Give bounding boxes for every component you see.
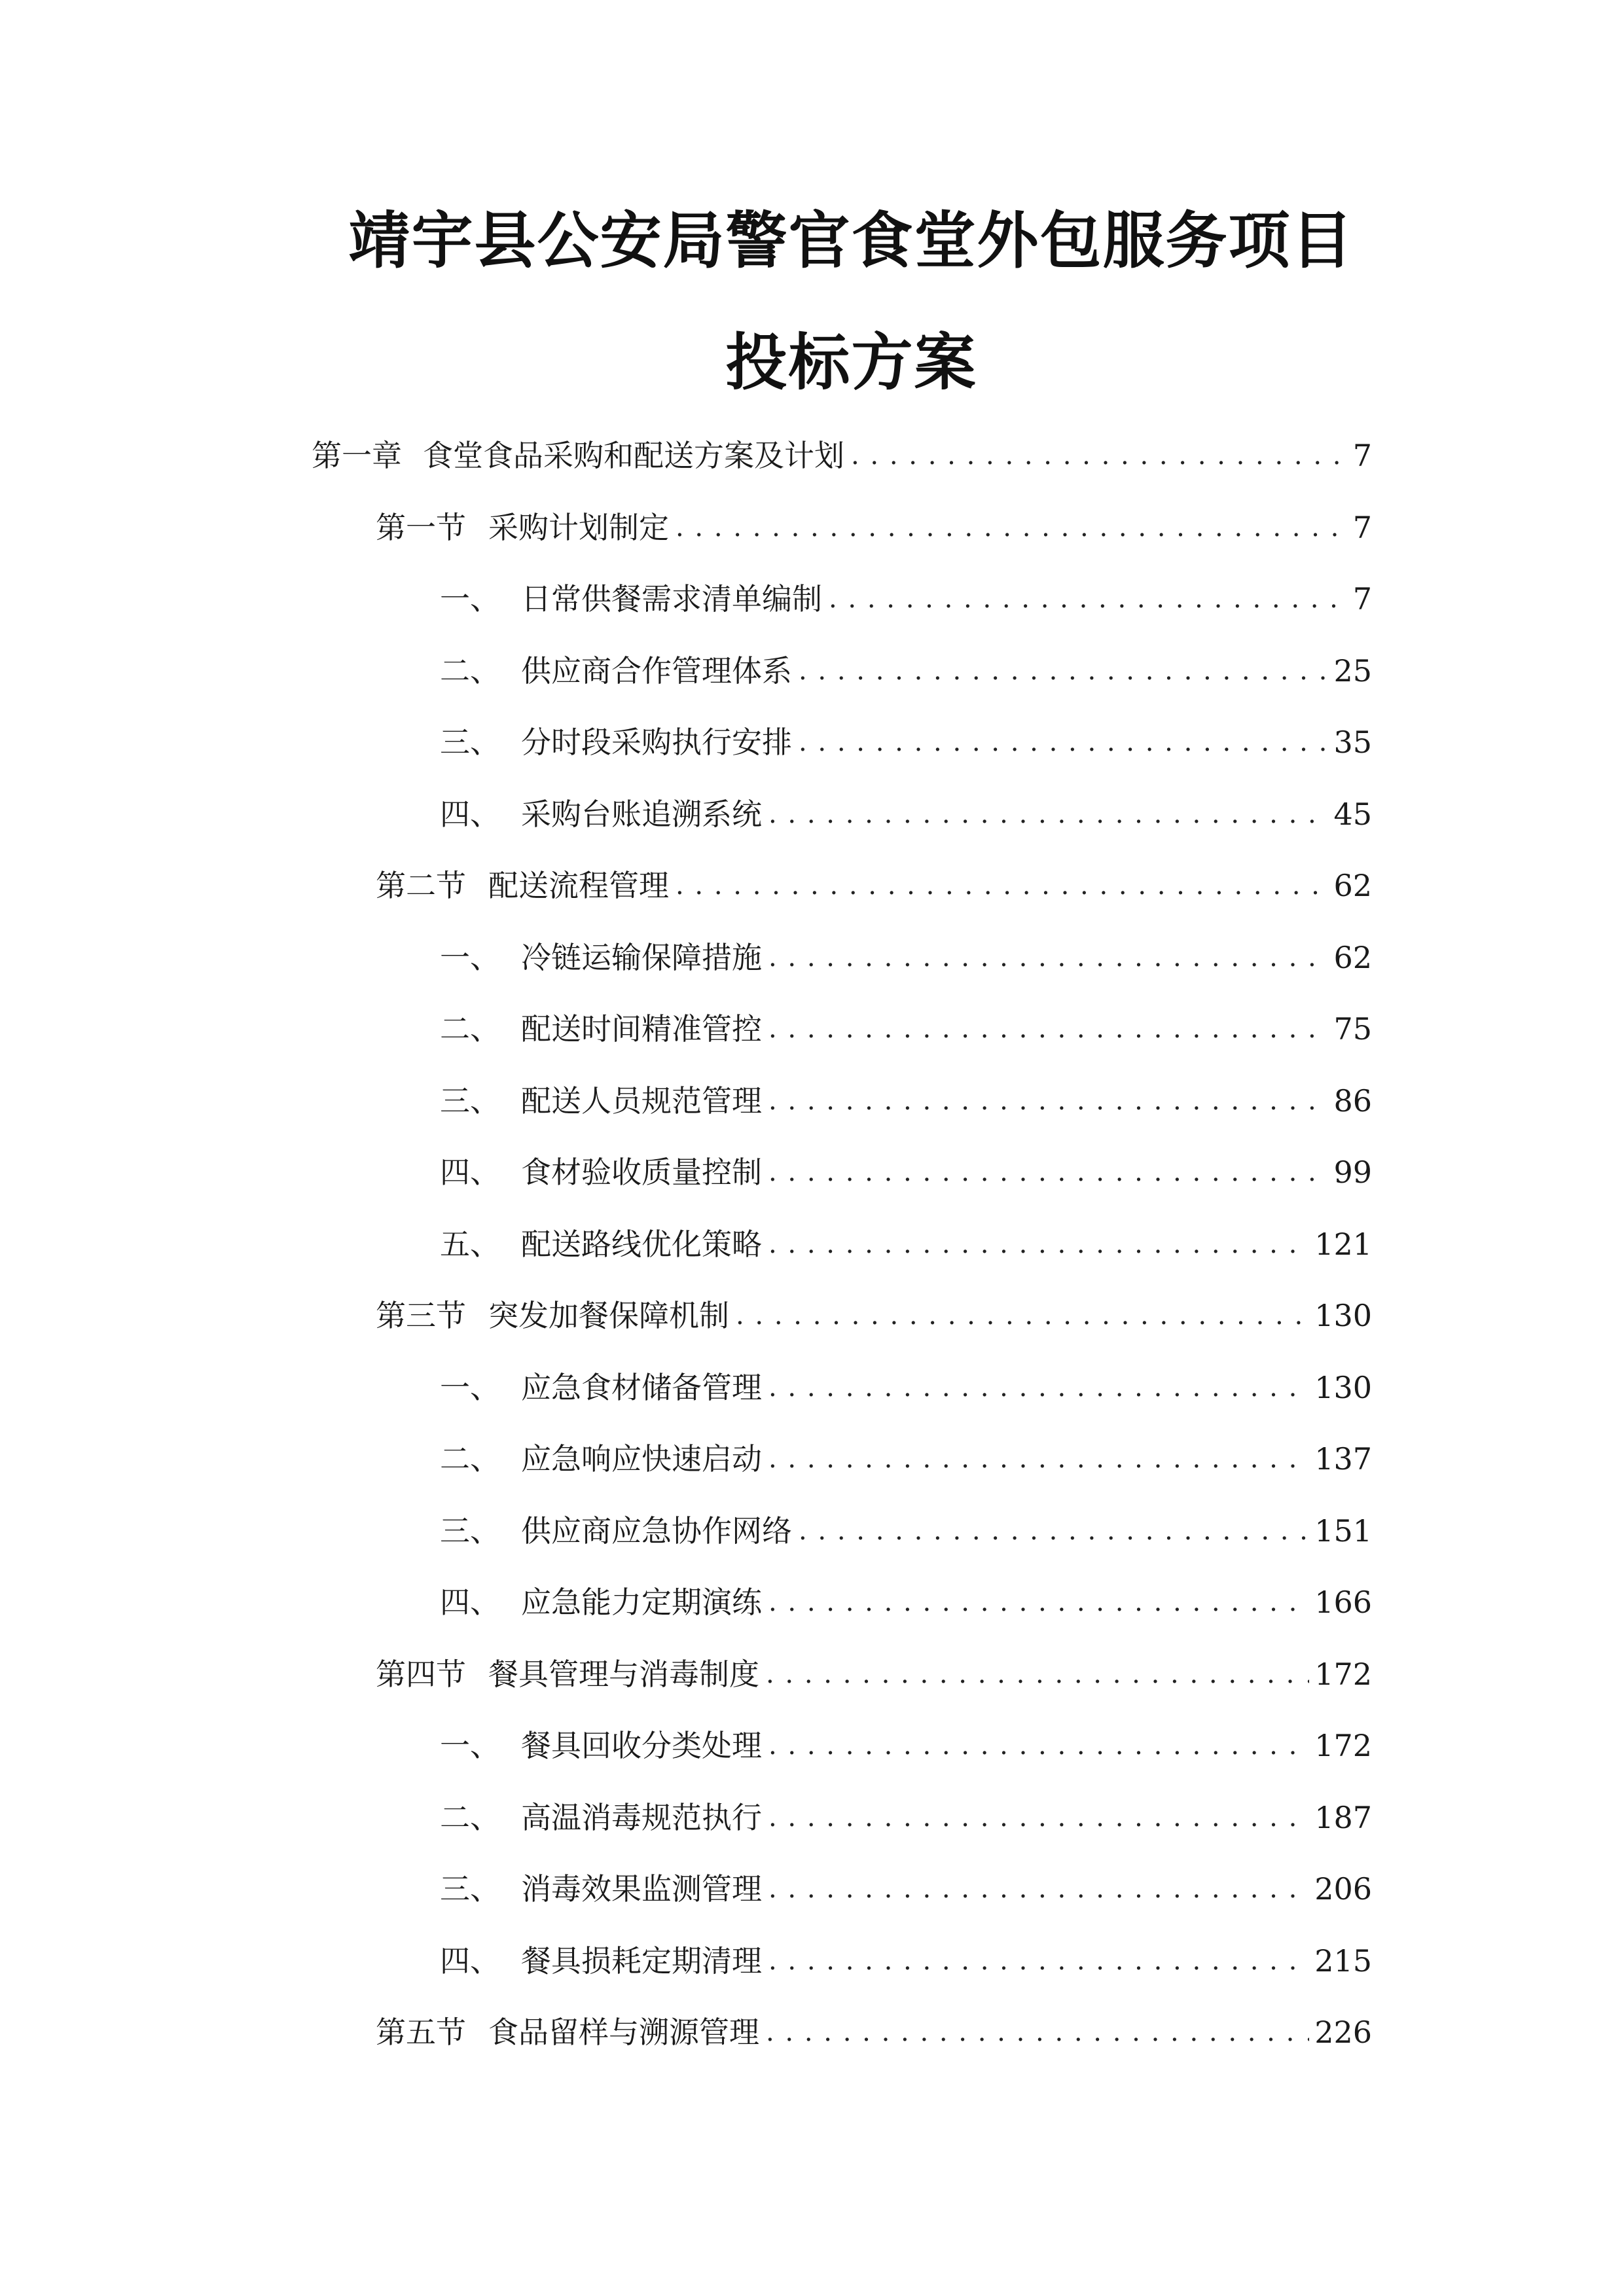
toc-entry-page-number: 151 (1314, 1513, 1372, 1549)
toc-entry-item[interactable] (440, 1080, 1372, 1122)
toc-entry-item[interactable] (440, 578, 1372, 620)
toc-entry-page-number: 121 (1314, 1226, 1372, 1262)
toc-dot-leader (736, 1295, 1309, 1336)
toc-entry-item[interactable] (440, 1008, 1372, 1050)
toc-entry-title: 消毒效果监测管理 (521, 1871, 762, 1907)
toc-entry-number: 第五节 (376, 2015, 466, 2050)
toc-entry-title: 食堂食品采购和配送方案及计划 (423, 438, 844, 473)
toc-entry-title: 突发加餐保障机制 (488, 1298, 729, 1333)
toc-entry-number: 四、 (440, 1943, 500, 1979)
toc-entry-section[interactable] (376, 1295, 1372, 1336)
toc-dot-leader (768, 1868, 1309, 1910)
toc-dot-leader (768, 1940, 1309, 1982)
toc-entry-item[interactable] (440, 721, 1372, 763)
toc-entry-page-number: 166 (1314, 1585, 1372, 1620)
toc-dot-leader (768, 1367, 1309, 1408)
toc-entry-item[interactable] (440, 1725, 1372, 1767)
toc-entry-item[interactable] (440, 1581, 1372, 1623)
toc-entry-title: 食材验收质量控制 (521, 1155, 762, 1190)
toc-entry-item[interactable] (440, 937, 1372, 978)
toc-entry-title: 高温消毒规范执行 (521, 1799, 762, 1835)
toc-entry-title: 供应商合作管理体系 (521, 653, 792, 689)
toc-dot-leader (768, 937, 1328, 978)
toc-entry-number: 四、 (440, 1155, 500, 1190)
toc-entry-item[interactable] (440, 650, 1372, 692)
toc-entry-page-number: 130 (1314, 1298, 1372, 1333)
toc-entry-title: 分时段采购执行安排 (521, 725, 792, 760)
toc-entry-item[interactable] (440, 1223, 1372, 1265)
toc-entry-item[interactable] (440, 1438, 1372, 1480)
toc-dot-leader (768, 1797, 1309, 1839)
toc-entry-page-number: 62 (1333, 939, 1372, 975)
toc-entry-page-number: 35 (1333, 725, 1372, 760)
toc-entry-number: 第四节 (376, 1656, 466, 1692)
toc-entry-section[interactable] (376, 1653, 1372, 1695)
toc-entry-page-number: 7 (1352, 581, 1372, 617)
toc-dot-leader (676, 865, 1328, 906)
toc-entry-section[interactable] (376, 2011, 1372, 2053)
toc-entry-item[interactable] (440, 1510, 1372, 1552)
toc-entry-title: 冷链运输保障措施 (521, 939, 762, 975)
toc-entry-title: 配送时间精准管控 (521, 1011, 762, 1047)
toc-entry-number: 第二节 (376, 868, 466, 903)
toc-entry-title: 餐具回收分类处理 (521, 1728, 762, 1763)
toc-dot-leader (766, 1653, 1309, 1695)
toc-entry-title: 供应商应急协作网络 (521, 1513, 792, 1549)
toc-dot-leader (768, 1581, 1309, 1623)
toc-entry-item[interactable] (440, 1151, 1372, 1193)
toc-entry-item[interactable] (440, 793, 1372, 835)
toc-entry-title: 配送流程管理 (488, 868, 669, 903)
toc-entry-number: 四、 (440, 1585, 500, 1620)
toc-dot-leader (768, 1438, 1309, 1480)
toc-dot-leader (768, 1008, 1328, 1050)
toc-entry-number: 三、 (440, 1513, 500, 1549)
toc-entry-number: 第三节 (376, 1298, 466, 1333)
toc-dot-leader (768, 1080, 1328, 1122)
toc-entry-chapter[interactable] (312, 435, 1372, 476)
toc-entry-title: 食品留样与溯源管理 (488, 2015, 759, 2050)
toc-entry-title: 应急响应快速启动 (521, 1441, 762, 1477)
toc-dot-leader (799, 1510, 1309, 1552)
toc-entry-number: 第一节 (376, 509, 466, 545)
toc-entry-item[interactable] (440, 1868, 1372, 1910)
toc-entry-number: 二、 (440, 1011, 500, 1047)
toc-dot-leader (676, 507, 1341, 548)
toc-entry-number: 三、 (440, 1871, 500, 1907)
toc-entry-number: 四、 (440, 796, 500, 832)
toc-entry-title: 应急能力定期演练 (521, 1585, 762, 1620)
toc-entry-page-number: 86 (1333, 1083, 1372, 1119)
toc-entry-page-number: 75 (1333, 1011, 1372, 1047)
toc-entry-title: 采购台账追溯系统 (521, 796, 762, 832)
toc-entry-page-number: 206 (1314, 1871, 1372, 1907)
toc-entry-page-number: 172 (1314, 1728, 1372, 1763)
toc-dot-leader (829, 578, 1341, 620)
toc-entry-title: 应急食材储备管理 (521, 1369, 762, 1405)
toc-entry-page-number: 130 (1314, 1369, 1372, 1405)
toc-entry-page-number: 25 (1333, 653, 1372, 689)
document-subtitle: 投标方案 (725, 327, 977, 399)
toc-entry-page-number: 172 (1314, 1656, 1372, 1692)
toc-dot-leader (768, 793, 1328, 835)
toc-entry-page-number: 62 (1333, 868, 1372, 903)
toc-entry-item[interactable] (440, 1797, 1372, 1839)
toc-dot-leader (768, 1151, 1328, 1193)
toc-dot-leader (768, 1725, 1309, 1767)
toc-dot-leader (766, 2011, 1309, 2053)
toc-entry-page-number: 215 (1314, 1943, 1372, 1979)
toc-entry-number: 五、 (440, 1226, 500, 1262)
toc-entry-page-number: 45 (1333, 796, 1372, 832)
toc-entry-page-number: 99 (1333, 1155, 1372, 1190)
toc-dot-leader (799, 721, 1328, 763)
toc-entry-title: 日常供餐需求清单编制 (521, 581, 822, 617)
toc-entry-section[interactable] (376, 507, 1372, 548)
toc-dot-leader (851, 435, 1341, 476)
toc-entry-number: 一、 (440, 581, 500, 617)
toc-entry-number: 一、 (440, 1728, 500, 1763)
toc-dot-leader (799, 650, 1328, 692)
toc-entry-title: 配送路线优化策略 (521, 1226, 762, 1262)
toc-entry-number: 二、 (440, 1441, 500, 1477)
toc-entry-title: 餐具管理与消毒制度 (488, 1656, 759, 1692)
toc-entry-title: 配送人员规范管理 (521, 1083, 762, 1119)
toc-entry-item[interactable] (440, 1367, 1372, 1408)
document-title: 靖宇县公安局警官食堂外包服务项目 (348, 206, 1354, 277)
toc-entry-page-number: 187 (1314, 1799, 1372, 1835)
toc-dot-leader (768, 1223, 1309, 1265)
toc-entry-number: 三、 (440, 1083, 500, 1119)
toc-entry-number: 三、 (440, 725, 500, 760)
toc-entry-page-number: 7 (1352, 438, 1372, 473)
toc-entry-section[interactable] (376, 865, 1372, 906)
toc-entry-page-number: 226 (1314, 2015, 1372, 2050)
toc-entry-number: 二、 (440, 653, 500, 689)
toc-entry-title: 采购计划制定 (488, 509, 669, 545)
toc-entry-page-number: 7 (1352, 509, 1372, 545)
toc-entry-page-number: 137 (1314, 1441, 1372, 1477)
toc-entry-number: 二、 (440, 1799, 500, 1835)
toc-entry-number: 第一章 (312, 438, 402, 473)
toc-entry-number: 一、 (440, 939, 500, 975)
toc-entry-item[interactable] (440, 1940, 1372, 1982)
toc-entry-number: 一、 (440, 1369, 500, 1405)
toc-entry-title: 餐具损耗定期清理 (521, 1943, 762, 1979)
